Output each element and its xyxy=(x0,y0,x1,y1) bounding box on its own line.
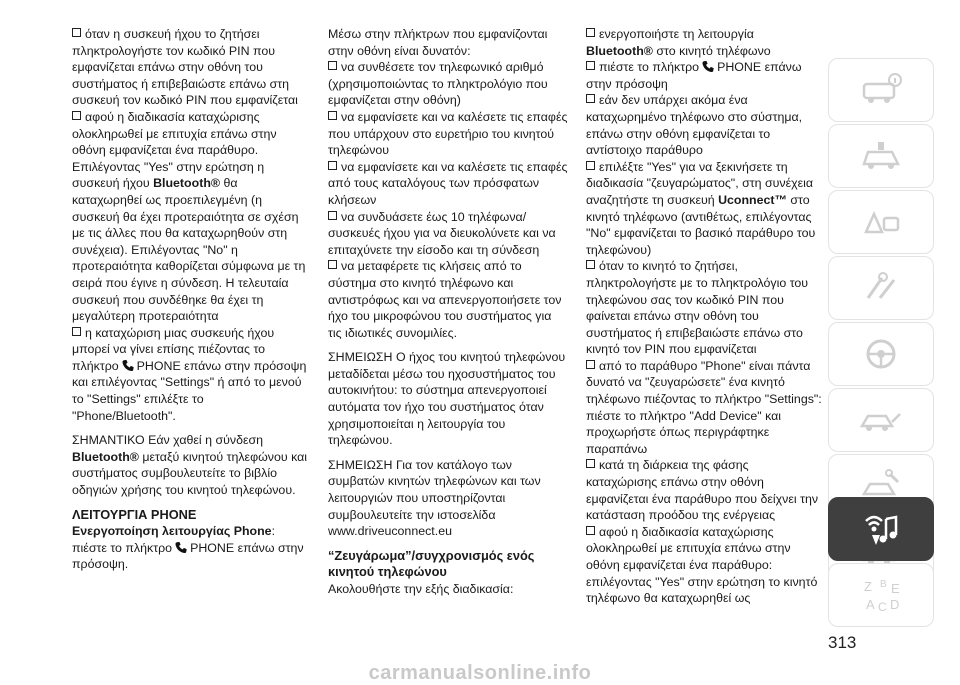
checkbox-bullet-icon xyxy=(328,61,337,70)
svg-text:E: E xyxy=(891,581,900,596)
bullet-item: να μεταφέρετε τις κλήσεις από το σύστημα στο κινητό τηλέφωνο και αντιστρόφως και να απενεργοποιήσετε τον ήχο του μικροφώνου του συστήματος για τις ιδιωτικές συνομιλίες. xyxy=(328,259,562,340)
section-heading: ΛΕΙΤΟΥΡΓΙΑ PHONE xyxy=(72,506,197,522)
svg-text:D: D xyxy=(890,597,900,612)
warning-triangle-icon xyxy=(858,202,904,242)
checkbox-bullet-icon xyxy=(586,360,595,369)
bullet-item: να συνδυάσετε έως 10 τηλέφωνα/συσκευές ήχου για να διευκολύνετε και να επιταχύνετε την είσοδο και τη σύνδεση xyxy=(328,209,556,257)
note-1: ΣΗΜΕΙΩΣΗ Ο ήχος του κινητού τηλεφώνου μεταδίδεται μέσω του ηχοσυστήματος του αυτοκινήτου: το σύστημα απενεργοποιεί αυτόματα τον ήχο του συστήματος όταν χρησιμοποιείται η λειτουργία του τηλεφώνου. xyxy=(328,350,566,448)
tab-multimedia[interactable] xyxy=(828,497,934,561)
text-column-3 xyxy=(586,26,822,607)
intro-text: Μέσω στην πλήκτρων που εμφανίζονται στην οθόνη είναι δυνατόν: xyxy=(328,27,548,58)
phone-icon xyxy=(121,359,135,372)
svg-text:B: B xyxy=(880,579,887,590)
tab-tools[interactable] xyxy=(828,256,934,320)
important-note: ΣΗΜΑΝΤΙΚΟ Εάν χαθεί η σύνδεση Bluetooth® μεταξύ κινητού τηλεφώνου και συστήματος συμβουλευτείτε το βιβλίο οδηγιών χρήσης του κινητού τηλεφώνου. xyxy=(72,433,308,498)
checkbox-bullet-icon xyxy=(72,28,81,37)
bullet-item: να εμφανίσετε και να καλέσετε τις επαφές που υπάρχουν στο ευρετήριο του κινητού τηλεφώνου xyxy=(328,109,568,158)
bullet-item: από το παράθυρο "Phone" είναι πάντα δυνατό να "ζευγαρώσετε" ένα κινητό τηλέφωνο πιέζοντας το πλήκτρο "Settings": πιέστε το πλήκτρο "Add Device" και προχωρήστε όπως περιγράφτηκε παραπάνω xyxy=(586,358,822,456)
svg-text:Z: Z xyxy=(864,579,872,594)
note-2: ΣΗΜΕΙΩΣΗ Για τον κατάλογο των συμβατών κινητών τηλεφώνων και των λειτουργιών που υποστηρίζονται συμβουλευτείτε την ιστοσελίδα www.driveuconnect.eu xyxy=(328,457,541,539)
section-heading: “Ζευγάρωμα”/συγχρονισμός ενός κινητού τηλεφώνου xyxy=(328,547,535,580)
text-column-2 xyxy=(328,26,568,598)
bullet-item: επιλέξτε "Yes" για να ξεκινήσετε τη διαδικασία "ζευγαρώματος", στη συνέχεια αναζητήστε τη συσκευή Uconnect™ στο κινητό τηλέφωνο (αντιθέτως, επιλέγοντας "No" εμφανίζεται το βασικό παράθυρο του τηλεφώνου) xyxy=(586,159,816,257)
multimedia-icon xyxy=(858,509,904,549)
bullet-item: η καταχώριση μιας συσκευής ήχου μπορεί να γίνει επίσης πιέζοντας το πλήκτρο PHONE επάνω στην πρόσοψη και επιλέγοντας "Settings" ή από το μενού το "Settings" επιλέξτε το "Phone/Bluetooth". xyxy=(72,325,307,423)
checkbox-bullet-icon xyxy=(72,327,81,336)
bullet-item: αφού η διαδικασία καταχώρισης ολοκληρωθεί με επιτυχία επάνω στην οθόνη εμφανίζεται ένα παράθυρο. Επιλέγοντας "Yes" στην ερώτηση η συσκευή ήχου Bluetooth® θα καταχωρηθεί ως προεπιλεγμένη (η συσκευή θα έχει προτεραιότητα σε σχέση με τις άλλες που θα καταχωρηθούν στη συνέχεια). Επιλέγοντας "No" η προτεραιότητα καθορίζεται σύμφωνα με τη σειρά που έγινε η σύνδεση. Η τελευταία συσκευή που συνδέθηκε θα έχει τη μεγαλύτερη προτεραιότητα xyxy=(72,109,306,324)
tab-warning[interactable] xyxy=(828,190,934,254)
checkbox-bullet-icon xyxy=(586,28,595,37)
checkbox-bullet-icon xyxy=(586,161,595,170)
checkbox-bullet-icon xyxy=(328,161,337,170)
car-doors-icon xyxy=(858,136,904,176)
page-number: 313 xyxy=(828,633,857,652)
bullet-item: πιέστε το πλήκτρο PHONE επάνω στην πρόσοψη xyxy=(586,60,802,91)
tab-alphabet-index[interactable] xyxy=(828,563,934,627)
checkbox-bullet-icon xyxy=(328,260,337,269)
bullet-item: όταν η συσκευή ήχου το ζητήσει πληκτρολογήστε τον κωδικό PIN που εμφανίζεται επάνω στην οθόνη του συστήματος ή επιβεβαιώστε επάνω στη συσκευή τον κωδικό PIN που εμφανίζεται xyxy=(72,27,298,108)
tab-car-info[interactable] xyxy=(828,58,934,122)
tab-car-tow[interactable] xyxy=(828,388,934,452)
bullet-item: όταν το κινητό το ζητήσει, πληκτρολογήστε με το πληκτρολόγιο του τηλεφώνου σας τον κωδικό PIN που φαίνεται επάνω στην οθόνη του συστήματος ή επιβεβαιώστε επάνω στο κινητό τον PIN που εμφανίζεται xyxy=(586,259,809,357)
alphabet-index-icon xyxy=(858,575,904,615)
checkbox-bullet-icon xyxy=(72,111,81,120)
phone-icon xyxy=(701,60,715,73)
bullet-item: αφού η διαδικασία καταχώρισης ολοκληρωθεί με επιτυχία επάνω στην οθόνη εμφανίζεται ένα παράθυρο: επιλέγοντας "Yes" στην ερώτηση το κινητό τηλέφωνο θα καταχωρηθεί ως xyxy=(586,524,818,606)
svg-text:A: A xyxy=(866,597,875,612)
bullet-item: ενεργοποιήστε τη λειτουργία Bluetooth® στο κινητό τηλέφωνο xyxy=(586,27,771,58)
phone-icon xyxy=(174,541,188,554)
text-column-1 xyxy=(72,26,308,573)
procedure-intro: Ακολουθήστε την εξής διαδικασία: xyxy=(328,582,514,596)
checkbox-bullet-icon xyxy=(328,211,337,220)
tab-car-doors[interactable] xyxy=(828,124,934,188)
checkbox-bullet-icon xyxy=(586,94,595,103)
svg-text:C: C xyxy=(878,600,887,614)
checkbox-bullet-icon xyxy=(586,526,595,535)
car-tow-icon xyxy=(858,400,904,440)
car-info-icon xyxy=(858,70,904,110)
bullet-item: να συνθέσετε τον τηλεφωνικό αριθμό (χρησιμοποιώντας το πληκτρολόγιο που εμφανίζεται στην οθόνη) xyxy=(328,60,548,108)
watermark: carmanualsonline.info xyxy=(368,662,592,684)
checkbox-bullet-icon xyxy=(586,61,595,70)
bullet-item: εάν δεν υπάρχει ακόμα ένα καταχωρημένο τηλέφωνο στο σύστημα, επάνω στην οθόνη εμφανίζεται το αντίστοιχο παράθυρο xyxy=(586,93,803,158)
subheading: Ενεργοποίηση λειτουργίας Phone: xyxy=(72,524,276,539)
bullet-item: κατά τη διάρκεια της φάσης καταχώρισης επάνω στην οθόνη εμφανίζεται ένα παράθυρο που δείχνει την κατάσταση προόδου της ενέργειας xyxy=(586,458,819,523)
steering-wheel-icon xyxy=(858,334,904,374)
checkbox-bullet-icon xyxy=(328,111,337,120)
checkbox-bullet-icon xyxy=(586,260,595,269)
tab-steering[interactable] xyxy=(828,322,934,386)
bullet-item: να εμφανίσετε και να καλέσετε τις επαφές από τους καταλόγους των πρόσφατων κλήσεων xyxy=(328,159,568,207)
checkbox-bullet-icon xyxy=(586,459,595,468)
instruction: πιέστε το πλήκτρο PHONE επάνω στην πρόσοψη. xyxy=(72,540,304,572)
tools-icon xyxy=(858,268,904,308)
